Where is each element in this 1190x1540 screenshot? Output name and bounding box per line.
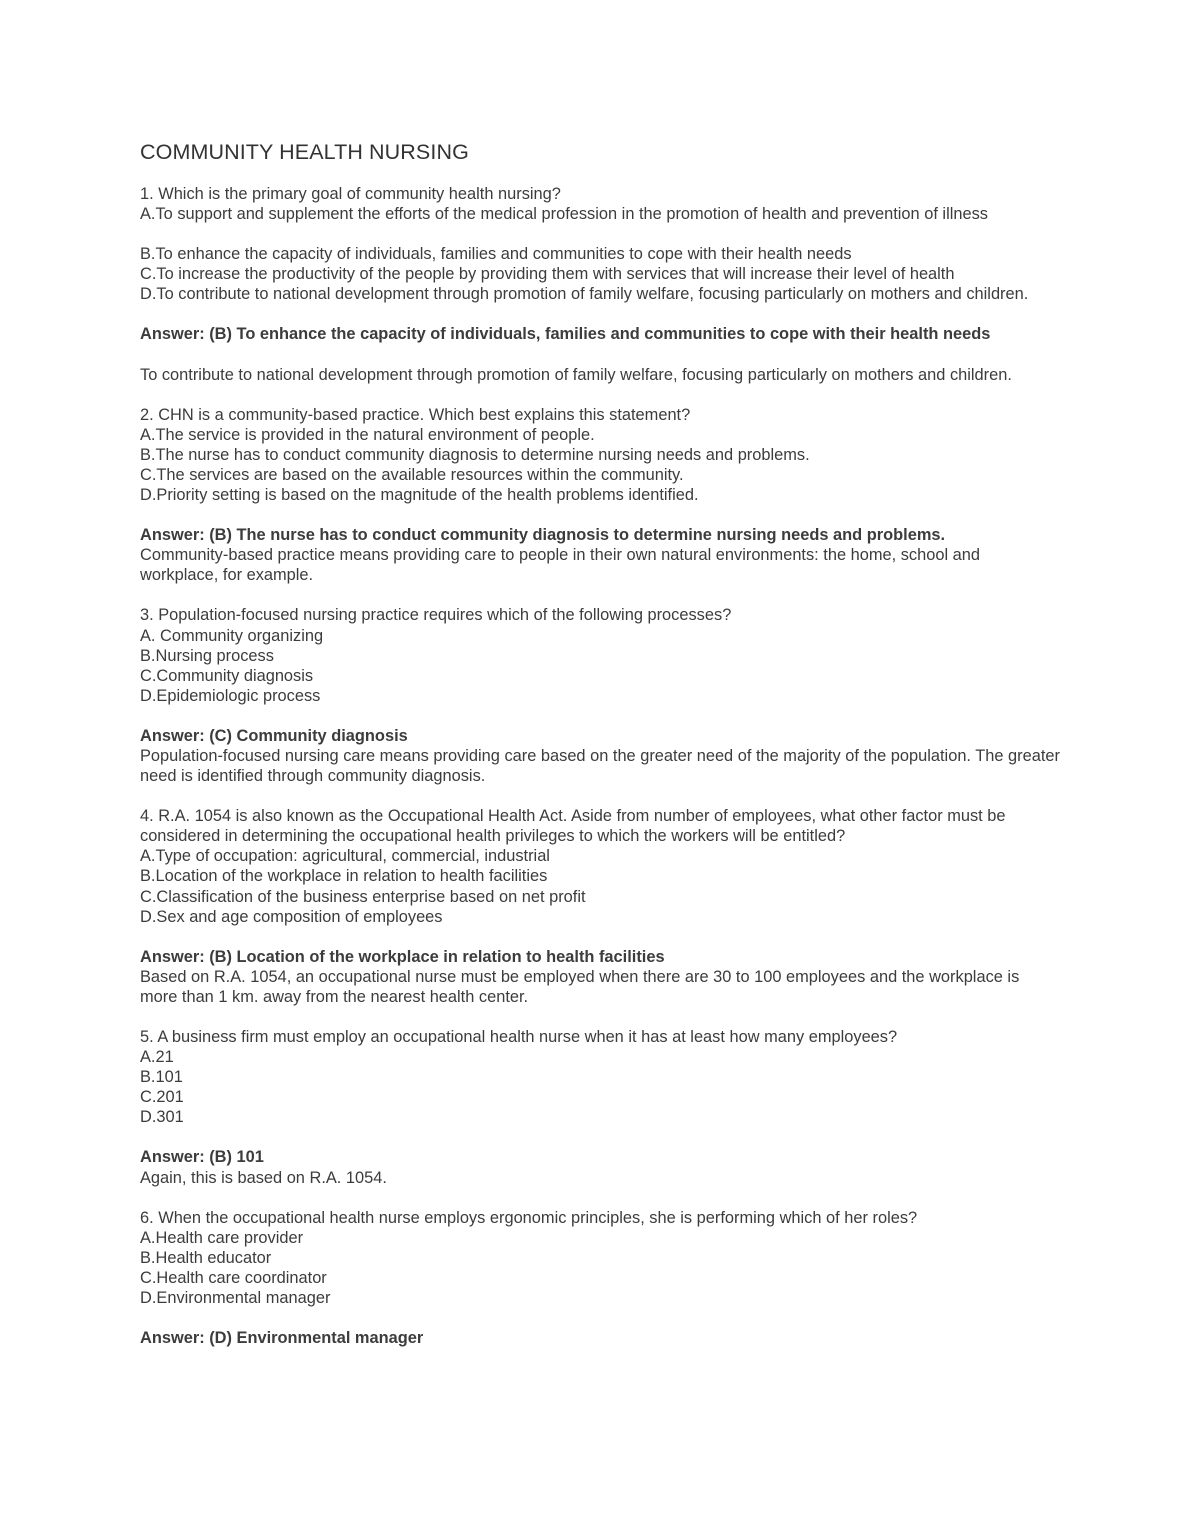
option-c: C.Health care coordinator <box>140 1268 327 1287</box>
question-5 <box>140 1027 1060 1188</box>
option-c: C.201 <box>140 1088 184 1107</box>
question-text: 2. CHN is a community-based practice. Which best explains this statement? <box>140 405 691 424</box>
option-b: B.101 <box>140 1068 183 1087</box>
question-2 <box>140 405 1060 586</box>
document-page <box>140 138 1060 1348</box>
option-a: A.21 <box>140 1048 174 1067</box>
question-6 <box>140 1208 1060 1349</box>
option-a: A. Community organizing <box>140 626 324 645</box>
option-d: D.To contribute to national development through promotion of family welfare, focusing particularly on mothers and children. <box>140 285 1029 304</box>
document-title: COMMUNITY HEALTH NURSING <box>140 140 469 164</box>
explanation: Population-focused nursing care means providing care based on the greater need of the majority of the population. The greater need is identified through community diagnosis. <box>140 746 1060 786</box>
option-a: A.Type of occupation: agricultural, commercial, industrial <box>140 847 550 866</box>
answer: Answer: (B) To enhance the capacity of individuals, families and communities to cope with their health needs <box>140 325 991 344</box>
explanation: Based on R.A. 1054, an occupational nurse must be employed when there are 30 to 100 employees and the workplace is more than 1 km. away from the nearest health center. <box>140 967 1020 1006</box>
question-text: 3. Population-focused nursing practice requires which of the following processes? <box>140 606 732 625</box>
question-4 <box>140 806 1060 1007</box>
option-b: B.To enhance the capacity of individuals, families and communities to cope with their health needs <box>140 245 852 264</box>
answer: Answer: (B) The nurse has to conduct community diagnosis to determine nursing needs and problems. <box>140 526 946 545</box>
option-b: B.Nursing process <box>140 646 274 665</box>
option-c: C.Classification of the business enterprise based on net profit <box>140 887 586 906</box>
answer: Answer: (B) 101 <box>140 1148 264 1167</box>
question-3 <box>140 605 1060 786</box>
option-a: A.Health care provider <box>140 1228 304 1247</box>
answer: Answer: (B) Location of the workplace in relation to health facilities <box>140 947 665 966</box>
answer: Answer: (C) Community diagnosis <box>140 726 408 745</box>
option-a: A.To support and supplement the efforts of the medical profession in the promotion of health and prevention of illness <box>140 205 988 224</box>
option-c: C.Community diagnosis <box>140 666 314 685</box>
question-text: 5. A business firm must employ an occupational health nurse when it has at least how many employees? <box>140 1028 898 1046</box>
option-c: C.To increase the productivity of the people by providing them with services that will increase their level of health <box>140 265 955 284</box>
option-d: D.Sex and age composition of employees <box>140 907 443 926</box>
option-b: B.Location of the workplace in relation to health facilities <box>140 867 548 886</box>
explanation: Again, this is based on R.A. 1054. <box>140 1168 387 1187</box>
explanation: To contribute to national development through promotion of family welfare, focusing particularly on mothers and children. <box>140 365 1012 384</box>
option-a: A.The service is provided in the natural environment of people. <box>140 425 595 444</box>
option-c: C.The services are based on the available resources within the community. <box>140 465 684 484</box>
option-b: B.Health educator <box>140 1248 272 1267</box>
question-text: 1. Which is the primary goal of community health nursing? <box>140 185 561 203</box>
answer: Answer: (D) Environmental manager <box>140 1329 424 1348</box>
question-1 <box>140 184 1060 385</box>
question-text: 4. R.A. 1054 is also known as the Occupational Health Act. Aside from number of employees, what other factor must be considered in determining the occupational health privileges to which the workers will be entitled? <box>140 807 1006 846</box>
option-d: D.Epidemiologic process <box>140 686 321 705</box>
explanation: Community-based practice means providing care to people in their own natural environments: the home, school and workplace, for example. <box>140 546 981 585</box>
option-d: D.Environmental manager <box>140 1289 331 1308</box>
question-text: 6. When the occupational health nurse employs ergonomic principles, she is performing which of her roles? <box>140 1208 918 1227</box>
option-b: B.The nurse has to conduct community diagnosis to determine nursing needs and problems. <box>140 445 810 464</box>
option-d: D.301 <box>140 1108 184 1127</box>
option-d: D.Priority setting is based on the magnitude of the health problems identified. <box>140 486 699 505</box>
